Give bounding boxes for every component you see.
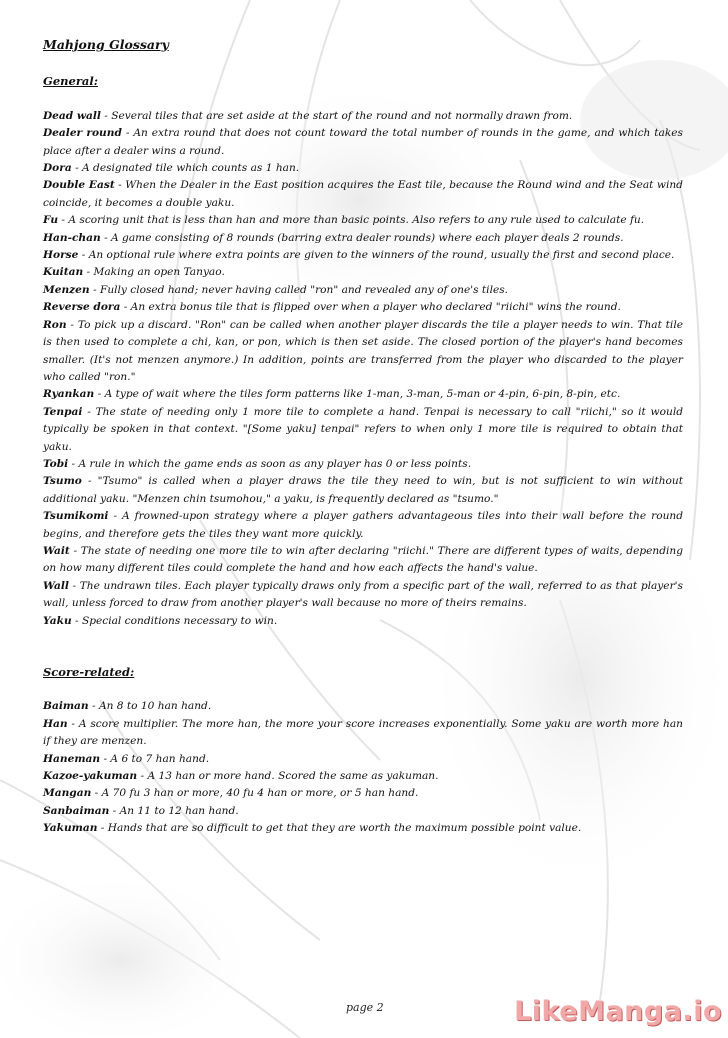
glossary-entry (43, 317, 683, 387)
glossary-term: Fu (43, 214, 59, 227)
glossary-entry (43, 247, 683, 264)
glossary-term: Double East (43, 179, 115, 192)
glossary-entry (43, 543, 683, 578)
term-separator: - (97, 822, 108, 835)
glossary-term: Han-chan (43, 231, 101, 244)
glossary-term: Reverse dora (43, 301, 121, 314)
term-separator: - (68, 579, 80, 592)
glossary-term: Tobi (43, 457, 69, 470)
glossary-entry (43, 230, 683, 247)
term-separator: - (78, 249, 89, 262)
section-heading: General: (43, 74, 98, 89)
glossary-definition: A 6 to 7 han hand. (110, 752, 210, 765)
glossary-definition: "Tsumo" is called when a player draws the tile they need to win, but is not sufficient to win without additional yaku. "Menzen chin tsumohou," a yaku, is frequently declared as "tsumo." (43, 475, 683, 505)
glossary-definition: An extra round that does not count toward the total number of rounds in the game, and which takes place after a dealer wins a round. (43, 127, 683, 157)
glossary-term: Ryankan (43, 388, 95, 401)
glossary-entry-list (43, 108, 683, 630)
glossary-term: Wall (43, 579, 69, 592)
glossary-entry (43, 160, 683, 177)
glossary-definition: To pick up a discard. "Ron" can be called when another player discards the tile a player needs to win. That tile is then used to complete a chi, kan, or pon, which is then set aside. The closed portion of the player's hand becomes smaller. (It's not menzen anymore.) In addition, points are transferred from the player who discarded to the player who called "ron." (43, 318, 683, 383)
glossary-definition: Fully closed hand; never having called "ron" and revealed any of one's tiles. (99, 283, 509, 296)
glossary-entry (43, 803, 683, 820)
term-separator: - (67, 717, 79, 730)
glossary-definition: Making an open Tanyao. (93, 266, 225, 279)
term-separator: - (137, 770, 148, 783)
glossary-term: Menzen (43, 283, 90, 296)
term-separator: - (81, 475, 98, 488)
glossary-entry (43, 473, 683, 508)
glossary-term: Tsumikomi (43, 510, 109, 523)
term-separator: - (68, 457, 79, 470)
glossary-entry (43, 386, 683, 403)
glossary-definition: A designated tile which counts as 1 han. (82, 162, 300, 175)
glossary-entry (43, 299, 683, 316)
glossary-definition: The undrawn tiles. Each player typically draws only from a specific part of the wall, referred to as that player's wall, unless forced to draw from another player's wall because no more of theirs remains. (43, 579, 683, 610)
term-separator: - (66, 318, 78, 331)
term-separator: - (108, 510, 123, 523)
glossary-entry (43, 212, 683, 229)
glossary-entry (43, 108, 683, 125)
term-separator: - (69, 544, 81, 557)
glossary-entry (43, 282, 683, 299)
term-separator: - (114, 179, 126, 192)
glossary-term: Dora (43, 162, 72, 175)
glossary-definition: A rule in which the game ends as soon as any player has 0 or less points. (78, 457, 472, 470)
glossary-term: Dealer round (43, 127, 122, 140)
glossary-entry (43, 578, 683, 613)
glossary-term: Haneman (43, 752, 101, 765)
term-separator: - (100, 752, 111, 765)
glossary-title: Mahjong Glossary (43, 37, 169, 52)
glossary-term: Horse (43, 249, 79, 262)
glossary-term: Yakuman (43, 822, 98, 835)
glossary-term: Dead wall (43, 109, 101, 122)
glossary-term: Han (43, 717, 68, 730)
glossary-entry (43, 613, 683, 630)
term-separator: - (120, 301, 131, 314)
term-separator: - (71, 614, 82, 627)
term-separator: - (121, 127, 134, 140)
glossary-term: Yaku (43, 614, 72, 627)
term-separator: - (58, 214, 69, 227)
glossary-definition: A game consisting of 8 rounds (barring extra dealer rounds) where each player deals 2 rounds. (111, 231, 624, 244)
term-separator: - (71, 162, 83, 175)
term-separator: - (88, 700, 99, 713)
glossary-term: Sanbaiman (43, 804, 110, 817)
glossary-term: Tsumo (43, 475, 82, 488)
glossary-entry (43, 456, 683, 473)
glossary-definition: An extra bonus tile that is flipped over when a player who declared "riichi" wins the round. (130, 301, 621, 314)
page-number: page 2 (346, 1001, 384, 1014)
term-separator: - (100, 231, 112, 244)
glossary-definition: An optional rule where extra points are given to the winners of the round, usually the first and second place. (88, 249, 675, 262)
glossary-entry (43, 716, 683, 751)
term-separator: - (100, 109, 112, 122)
term-separator: - (109, 804, 120, 817)
glossary-page (43, 36, 683, 848)
glossary-definition: An 8 to 10 han hand. (98, 700, 212, 713)
glossary-term: Kazoe-yakuman (43, 770, 138, 783)
glossary-entry (43, 698, 683, 715)
glossary-definition: When the Dealer in the East position acquires the East tile, because the Round wind and the Seat wind coincide, it becomes a double yaku. (43, 179, 683, 209)
glossary-entry (43, 820, 683, 837)
glossary-definition: A 70 fu 3 han or more, 40 fu 4 han or more, or 5 han hand. (101, 787, 419, 800)
glossary-entry (43, 768, 683, 785)
glossary-definition: Hands that are so difficult to get that they are worth the maximum possible point value. (107, 822, 582, 835)
glossary-definition: The state of needing only 1 more tile to complete a hand. Tenpai is necessary to call "riichi," so it would typically be spoken in that context. "[Some yaku] tenpai" refers to when only 1 more tile is required to obtain that yaku. (43, 405, 683, 453)
term-separator: - (83, 266, 94, 279)
term-separator: - (82, 405, 96, 418)
glossary-term: Tenpai (43, 405, 83, 418)
glossary-entry (43, 404, 683, 456)
glossary-term: Ron (43, 318, 67, 331)
section-heading: Score-related: (43, 665, 135, 679)
term-separator: - (94, 388, 105, 401)
glossary-definition: A frowned-upon strategy where a player gathers advantageous tiles into their wall before the round begins, and therefore gets the tiles they want more quickly. (43, 510, 683, 540)
glossary-term: Kuitan (43, 266, 84, 279)
glossary-definition: A score multiplier. The more han, the more your score increases exponentially. Some yaku are worth more han if they are menzen. (43, 717, 683, 748)
glossary-term: Baiman (43, 700, 89, 713)
glossary-entry (43, 264, 683, 281)
watermark-logo: LikeManga.io (514, 996, 722, 1027)
glossary-entry-list (43, 698, 683, 837)
glossary-definition: Several tiles that are set aside at the start of the round and not normally drawn from. (111, 109, 573, 122)
glossary-definition: An 11 to 12 han hand. (119, 804, 239, 817)
glossary-term: Mangan (43, 787, 92, 800)
glossary-definition: A scoring unit that is less than han and more than basic points. Also refers to any rule used to calculate fu. (68, 214, 645, 227)
glossary-definition: A 13 han or more hand. Scored the same as yakuman. (147, 770, 439, 783)
glossary-entry (43, 751, 683, 768)
term-separator: - (89, 283, 100, 296)
glossary-definition: The state of needing one more tile to win after declaring "riichi." There are different types of waits, depending on how many different tiles could complete the hand and how each affects the hand's value. (43, 544, 683, 575)
glossary-entry (43, 125, 683, 160)
glossary-definition: A type of wait where the tiles form patterns like 1-man, 3-man, 5-man or 4-pin, 6-pin, 8-pin, etc. (104, 388, 621, 401)
glossary-entry (43, 785, 683, 802)
glossary-entry (43, 508, 683, 543)
glossary-sections (43, 73, 683, 837)
glossary-term: Wait (43, 544, 70, 557)
term-separator: - (91, 787, 102, 800)
glossary-entry (43, 177, 683, 212)
glossary-definition: Special conditions necessary to win. (81, 614, 278, 627)
